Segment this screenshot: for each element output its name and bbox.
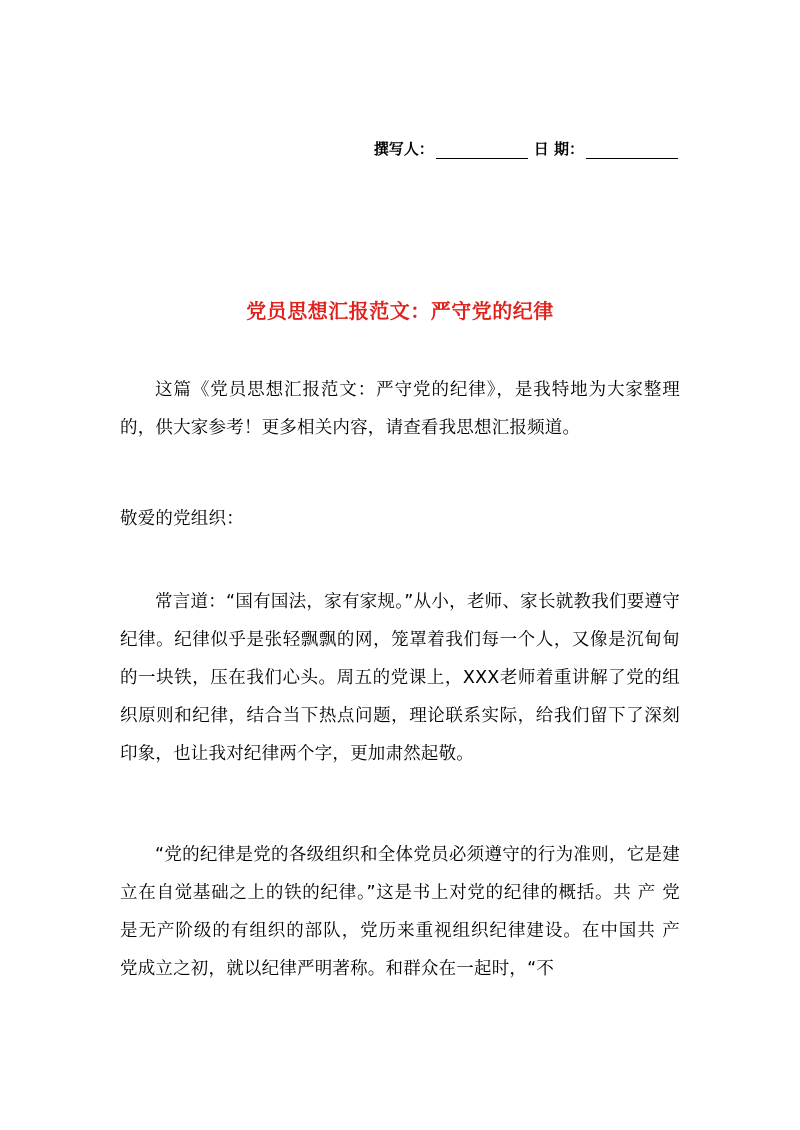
- body-paragraph-1: [120, 583, 680, 773]
- document-title: 党员思想汇报范文：严守党的纪律: [246, 299, 554, 323]
- intro-paragraph: [120, 371, 680, 447]
- paragraph-text: 这篇《党员思想汇报范文：严守党的纪律》，是我特地为大家整理的，供大家参考！更多相关内容，请查看我思想汇报频道。: [120, 380, 680, 438]
- paragraph-text: 敬爱的党组织：: [120, 509, 244, 529]
- date-blank-line: [586, 144, 678, 159]
- author-label: 撰写人：: [373, 140, 434, 158]
- author-blank-line: [436, 144, 528, 159]
- date-label: 日 期：: [533, 140, 584, 158]
- body-paragraph-2: [120, 836, 680, 988]
- paragraph-text: 常言道：“国有国法，家有家规。”从小，老师、家长就教我们要遵守纪律。纪律似乎是张轻飘飘的网，笼罩着我们每一个人，又像是沉甸甸的一块铁，压在我们心头。周五的党课上，XXX老师着重讲解了党的组织原则和纪律，结合当下热点问题，理论联系实际，给我们留下了深刻印象，也让我对纪律两个字，更加肃然起敬。: [120, 592, 680, 764]
- author-date-line: [374, 138, 680, 159]
- paragraph-text: “党的纪律是党的各级组织和全体党员必须遵守的行为准则，它是建立在自觉基础之上的铁的纪律。”这是书上对党的纪律的概括。共 产 党是无产阶级的有组织的部队，党历来重视组织纪律建设。在中国共 产 党成立之初，就以纪律严明著称。和群众在一起时，“不: [120, 845, 680, 979]
- salutation: [120, 500, 680, 538]
